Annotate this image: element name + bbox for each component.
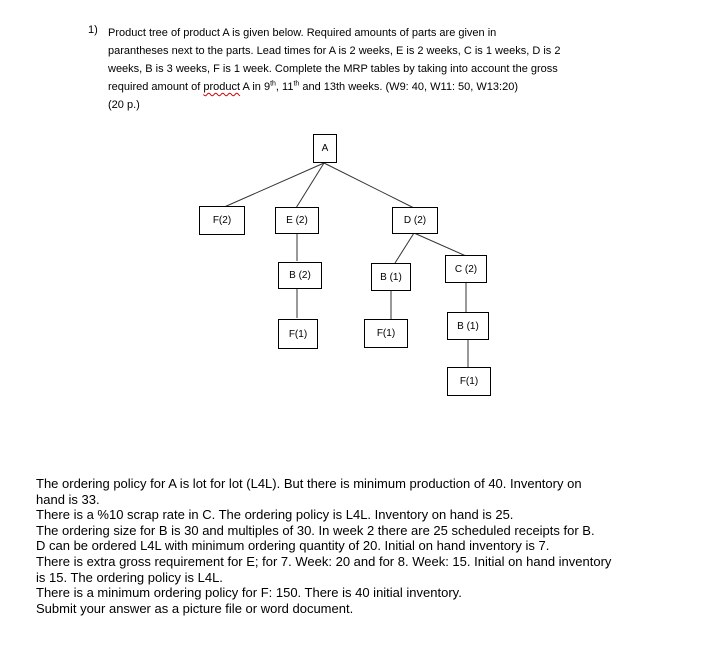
question-points: (20 p.): [108, 99, 140, 111]
node-e: E (2): [275, 207, 319, 234]
question-line-4: required amount of product A in 9th, 11th and 13th weeks. (W9: 40, W11: 50, W13:20): [108, 80, 518, 93]
node-b-under-c: B (1): [447, 312, 489, 340]
note-line-9: Submit your answer as a picture file or word document.: [36, 600, 354, 616]
note-line-2: hand is 33.: [36, 491, 100, 507]
node-c: C (2): [445, 255, 487, 283]
edge-a-e: [296, 163, 324, 208]
question-line-2: parantheses next to the parts. Lead times for A is 2 weeks, E is 2 weeks, C is 1 weeks, D is 2: [108, 45, 561, 57]
edge-d-c: [414, 233, 466, 256]
node-b-under-e: B (2): [278, 262, 322, 289]
product-word: product: [203, 81, 241, 93]
note-line-7: is 15. The ordering policy is L4L.: [36, 569, 223, 585]
node-f-left: F(2): [199, 206, 245, 235]
note-line-6: There is extra gross requirement for E; for 7. Week: 20 and for 8. Week: 15. Initial on hand inventory: [36, 553, 612, 569]
node-f-under-b-e: F(1): [278, 319, 318, 349]
node-f-under-b-d: F(1): [364, 319, 408, 348]
note-line-5: D can be ordered L4L with minimum ordering quantity of 20. Initial on hand inventory is 7.: [36, 538, 550, 554]
note-line-8: There is a minimum ordering policy for F: 150. There is 40 initial inventory.: [36, 585, 462, 601]
policy-notes: [36, 476, 676, 616]
edge-a-f: [222, 163, 324, 208]
note-line-3: There is a %10 scrap rate in C. The ordering policy is L4L. Inventory on hand is 25.: [36, 507, 514, 523]
question-line-3: weeks, B is 3 weeks, F is 1 week. Complete the MRP tables by taking into account the gross: [108, 63, 558, 75]
edge-d-b: [395, 233, 414, 263]
edge-a-d: [324, 163, 414, 208]
node-a: A: [313, 134, 337, 163]
node-d: D (2): [392, 207, 438, 234]
note-line-4: The ordering size for B is 30 and multiples of 30. In week 2 there are 25 scheduled receipts for B.: [36, 522, 595, 538]
node-f-under-b-c: F(1): [447, 367, 491, 396]
note-line-1: The ordering policy for A is lot for lot (L4L). But there is minimum production of 40. Inventory on: [36, 476, 582, 491]
node-b-under-d: B (1): [371, 263, 411, 291]
question-line-1: Product tree of product A is given below. Required amounts of parts are given in: [108, 27, 497, 39]
question-number: 1): [88, 24, 98, 36]
